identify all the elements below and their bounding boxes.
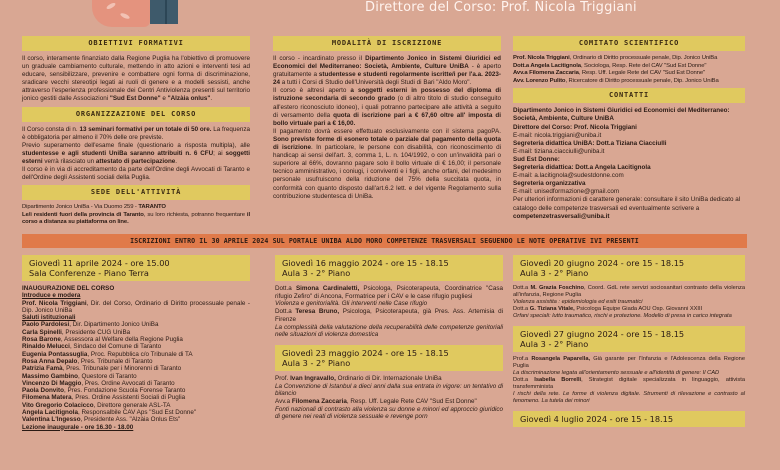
modalita-heading: MODALITÀ DI ISCRIZIONE	[273, 36, 501, 51]
session-2-content: Dott.a Simona Cardinaletti, Psicologa, Psicoterapeuta, Coordinatrice "Casa rifugio Zefiro" di Ancona, Formatrice per i CAV e le case rifugio pugliesi Violenza e genitorialità. Gli interventi nelle Case rifugio Dott.a Teresa Bruno, Psicologa, Psicoterapeuta, già Pres. Ass. Artemisia di Firenze La complessità della valutazione della recuperabilità delle competenze genitoriali nelle situazioni di violenza domestica	[275, 285, 503, 339]
session-date-box: Giovedì 27 giugno 2024 - ore 15 - 18.15 Aula 3 - 2° Piano	[513, 326, 745, 352]
email-link[interactable]: E-mail: tiziana.ciacciulli@uniba.it	[513, 147, 605, 155]
speaker-line: Rinaldo Melucci, Sindaco del Comune di Taranto	[22, 343, 162, 351]
comitato-member: Avv.a Filomena Zaccaria, Resp. Uff. Legale Rete del CAV "Sud Est Donne"	[513, 70, 706, 77]
email-link[interactable]: E-mail: nicola.triggiani@uniba.it	[513, 131, 602, 139]
contatti-text: Dipartimento Jonico in Sistemi Giuridici ed Economici del Mediterraneo: Società, Ambiente, Culture UniBA Direttore del Corso: Prof. Nicola Triggiani E-mail: nicola.triggiani@uniba.it Segreteria didattica UniBA: Dott.a Tiziana Ciacciulli E-mail: tiziana.ciacciulli@uniba.it Sud Est Donne: Segreteria didattica: Dott.a Angela Lacitignola E-mail: a.lacitignola@sudestdonne.com Segreteria organizzativa E-mail: unisedformazione@gmail.com Per ulteriori informazioni di carattere generale: consultare il sito UniBa dedicato al catalogo delle competenze trasversali ed eventualmente scrivere a competenzetrasversali@uniba.it	[513, 107, 741, 220]
sede-heading: SEDE DELL'ATTIVITÀ	[22, 185, 250, 200]
speaker-line: Vincenzo Di Maggio, Pres. Ordine Avvocati di Taranto	[22, 379, 175, 387]
registration-banner: ISCRIZIONI ENTRO IL 30 APRILE 2024 SUL PORTALE UNIBA ALDO MORO COMPETENZE TRASVERSALI SEGUENDO LE NOTE OPERATIVE IVI PRESENTI	[22, 234, 747, 248]
speaker-line: Carla Spinelli, Presidente CUG UniBa	[22, 328, 131, 336]
email-link[interactable]: competenzetrasversali@uniba.it	[513, 212, 610, 220]
session-1-content: INAUGURAZIONE DEL CORSO Introduce e modera Prof. Nicola Triggiani, Dir. del Corso, Ordinario di Diritto processuale penale - Dip. Jonico UniBa Saluti istituzionali Paolo Pardolesi, Dir. Dipartimento Jonico UniBa Carla Spinelli, Presidente CUG UniBa Rosa Barone, Assessora al Welfare della Regione Puglia Rinaldo Melucci, Sindaco del Comune di Taranto Eugenia Pontassuglia, Proc. Repubblica c/o Tribunale di TA Rosa Anna Depalo, Pres. Tribunale di Taranto Patrizia Famà, Pres. Tribunale per i Minorenni di Taranto Massimo Gambino, Questore di Taranto Vincenzo Di Maggio, Pres. Ordine Avvocati di Taranto Paola Donvito, Pres. Fondazione Scuola Forense Taranto Filomena Matera, Pres. Ordine Assistenti Sociali di Puglia Vito Gregorio Colacicco, Direttore generale ASL-TA Angela Lacitignola, Responsalbile CAV Aps "Sud Est Donne" Valentina L'Ingesso, Presidente Ass. "Alzàia Onlus Ets" Lezione inaugurale - ore 16.30 - 18.00	[22, 285, 250, 431]
obiettivi-text: Il corso, interamente finanziato dalla Regione Puglia ha l'obiettivo di promuovere un graduale cambiamento culturale, mettendo in atto azioni e interventi tesi ad educare, sensibilizzare, prevenire e combattere ogni forma di discriminazione, sradicare vecchi stereotipi legati ai ruoli di genere e a modelli sessisti, anche attraverso l'esperienza professionale dei Centri Antiviolenza presenti sul territorio jonico gestiti dalle Associazioni "Sud Est Donne" e "Alzàia onlus".	[22, 55, 250, 103]
schedule-middle	[275, 255, 503, 421]
speaker-line: Valentina L'Ingesso, Presidente Ass. "Alzàia Onlus Ets"	[22, 416, 181, 424]
schedule-right	[513, 255, 745, 427]
director-title: Direttore del Corso: Prof. Nicola Triggiani	[365, 0, 637, 15]
speaker-line: Rosa Anna Depalo, Pres. Tribunale di Taranto	[22, 357, 153, 365]
speaker-line: Rosa Barone, Assessora al Welfare della Regione Puglia	[22, 336, 183, 344]
speaker-line: Paola Donvito, Pres. Fondazione Scuola Forense Taranto	[22, 387, 186, 395]
modalita-text: Il corso - incardinato presso il Dipartimento Jonico in Sistemi Giuridici ed Economici del Mediterraneo: Società, Ambiente, Culture UniBA - è aperto gratuitamente a studentesse e studenti regolarmente iscritte/i per l'a.a. 2023-24 a tutti i Corsi di Studio dell'Università degli Studi di Bari "Aldo Moro". Il corso è altresì aperto a soggetti esterni in possesso del diploma di istruzione secondaria di secondo grado (o di altro titolo di studio conseguito all'estero riconosciuto idoneo), i quali potranno partecipare alle attività a seguito di versamento della quota di iscrizione pari a € 67,60 oltre all' imposta di bollo virtuale pari a € 16,00. Il pagamento dovrà essere effettuato esclusivamente con il sistema pagoPA. Sono previste forme di esonero totale o parziale dal pagamento della quota di iscrizione. In particolare, le persone con disabilità, con riconoscimento di handicap ai sensi dell'art. 3, comma 1, L. n. 104/1992, o con un'invalidità pari o superiore al 66%, dovranno pagare solo il bollo virtuale di € 16,00; il personale tecnico amministrativo, i coniugi, i conviventi e i figli, anche orfani, del medesimo personale usufruiscono della riduzione del 75% della succitata quota, in conformità con quanto disposto dall'art.6.2 lett. e del vigente Regolamento sulla contribuzione studentesca di UniBa.	[273, 55, 502, 200]
session-date-box: Giovedì 11 aprile 2024 - ore 15.00 Sala Conferenze - Piano Terra	[22, 255, 250, 281]
organizzazione-heading: ORGANIZZAZIONE DEL CORSO	[22, 107, 250, 122]
speaker-line: Angela Lacitignola, Responsalbile CAV Aps "Sud Est Donne"	[22, 409, 197, 417]
speaker-line: Paolo Pardolesi, Dir. Dipartimento Jonico UniBa	[22, 321, 159, 329]
illustration-panel	[150, 0, 178, 24]
comitato-member: Avv. Lorenzo Pulito, Ricercatore di Diritto processuale penale, Dip. Jonico UniBa	[513, 77, 719, 84]
speaker-line: Massimo Gambino, Questore di Taranto	[22, 372, 137, 380]
schedule-left	[22, 255, 250, 431]
session-5-content: Prof.a Rosangela Paparella, Già garante per l'Infanzia e l'Adolescenza della Regione Puglia La discriminazione legata all'orientamento sessuale e all'identità di genere: Il CAD Dott.a Isabella Borrelli, Strategist digitale specializzata in linguaggio, attivista transfemminista I rischi della rete. Le forme di violenza digitale. Strumenti di rilevazione e contrasto al fenomeno. La tutela dei minori	[513, 356, 745, 404]
email-link[interactable]: E-mail: unisedformazione@gmail.com	[513, 188, 620, 196]
comitato-member: Prof. Nicola Triggiani, Ordinario di Diritto processuale penale, Dip. Jonico UniBa	[513, 55, 718, 61]
session-4-content: Dott.a M. Grazia Foschino, Coord. GdL rete servizi sociosanitari contrasto della violenza all'infanzia, Regione Puglia Violenza assistita : epidemiologia ed esiti traumatici Dott.a G. Tiziana Vitale, Psicologa Equipe Giada AOU Osp. Giovanni XXIII Orfani speciali: lutto traumatico, rischi e protezione. Modello di presa in carico integrata	[513, 285, 745, 319]
header-illustration	[62, 0, 182, 27]
left-column	[22, 36, 250, 227]
session-3-content: Prof. Ivan Ingravallo, Ordinario di Dir. Internazionale UniBa La Convenzione di Istanbul a dieci anni dalla sua entrata in vigore: un tentativo di bilancio Avv.a Filomena Zaccaria, Resp. Uff. Legale Rete CAV "Sud Est Donne" Fonti nazionali di contrasto alla violenza su donne e minori ed approccio giuridico di genere nei reati di violenza sessuale e revenge porn	[275, 374, 503, 421]
speaker-line: Vito Gregorio Colacicco, Direttore generale ASL-TA	[22, 401, 171, 409]
right-column	[513, 36, 745, 221]
obiettivi-heading: OBIETTIVI FORMATIVI	[22, 36, 250, 51]
contatti-heading: CONTATTI	[513, 88, 745, 103]
comitato-list	[513, 55, 745, 85]
comitato-heading: COMITATO SCIENTIFICO	[513, 36, 745, 51]
illustration-divider	[165, 0, 167, 24]
comitato-member: Dott.a Angela Lacitignola, Sociologa, Resp. Rete del CAV "Sud Est Donne"	[513, 62, 707, 69]
middle-column	[273, 36, 501, 201]
session-date-box: Giovedì 4 luglio 2024 - ore 15 - 18.15	[513, 411, 745, 427]
speaker-line: Eugenia Pontassuglia, Proc. Repubblica c/o Tribunale di TA	[22, 350, 193, 358]
session-date-box: Giovedì 23 maggio 2024 - ore 15 - 18.15 Aula 3 - 2° Piano	[275, 345, 503, 371]
organizzazione-text: Il Corso consta di n. 13 seminari formativi per un totale di 50 ore. La frequenza è obbligatoria per almeno il 70% delle ore previste. Previo superamento dell'esame finale (questionario a risposta multipla), alle studentesse e agli studenti UniBa saranno attribuiti n. 6 CFU; ai soggetti esterni verrà rilasciato un attestato di partecipazione. Il corso è in via di accreditamento da parte dell'Ordine degli Avvocati di Taranto e dell'Ordine degli Assistenti sociali della Puglia.	[22, 125, 250, 182]
speaker-line: Filomena Matera, Pres. Ordine Assistenti Sociali di Puglia	[22, 394, 186, 402]
speaker-line: Patrizia Famà, Pres. Tribunale per i Minorenni di Taranto	[22, 365, 182, 373]
session-date-box: Giovedì 16 maggio 2024 - ore 15 - 18.15 Aula 3 - 2° Piano	[275, 255, 503, 281]
sede-text: Dipartimento Jonico UniBa - Via Duomo 259 - TARANTO Le/i residenti fuori della provincia di Taranto, su loro richiesta, potranno frequentare il corso a distanza su piattaforma on line.	[22, 204, 250, 226]
session-date-box: Giovedì 20 giugno 2024 - ore 15 - 18.15 Aula 3 - 2° Piano	[513, 255, 745, 281]
email-link[interactable]: E-mail: a.lacitignola@sudestdonne.com	[513, 172, 624, 180]
